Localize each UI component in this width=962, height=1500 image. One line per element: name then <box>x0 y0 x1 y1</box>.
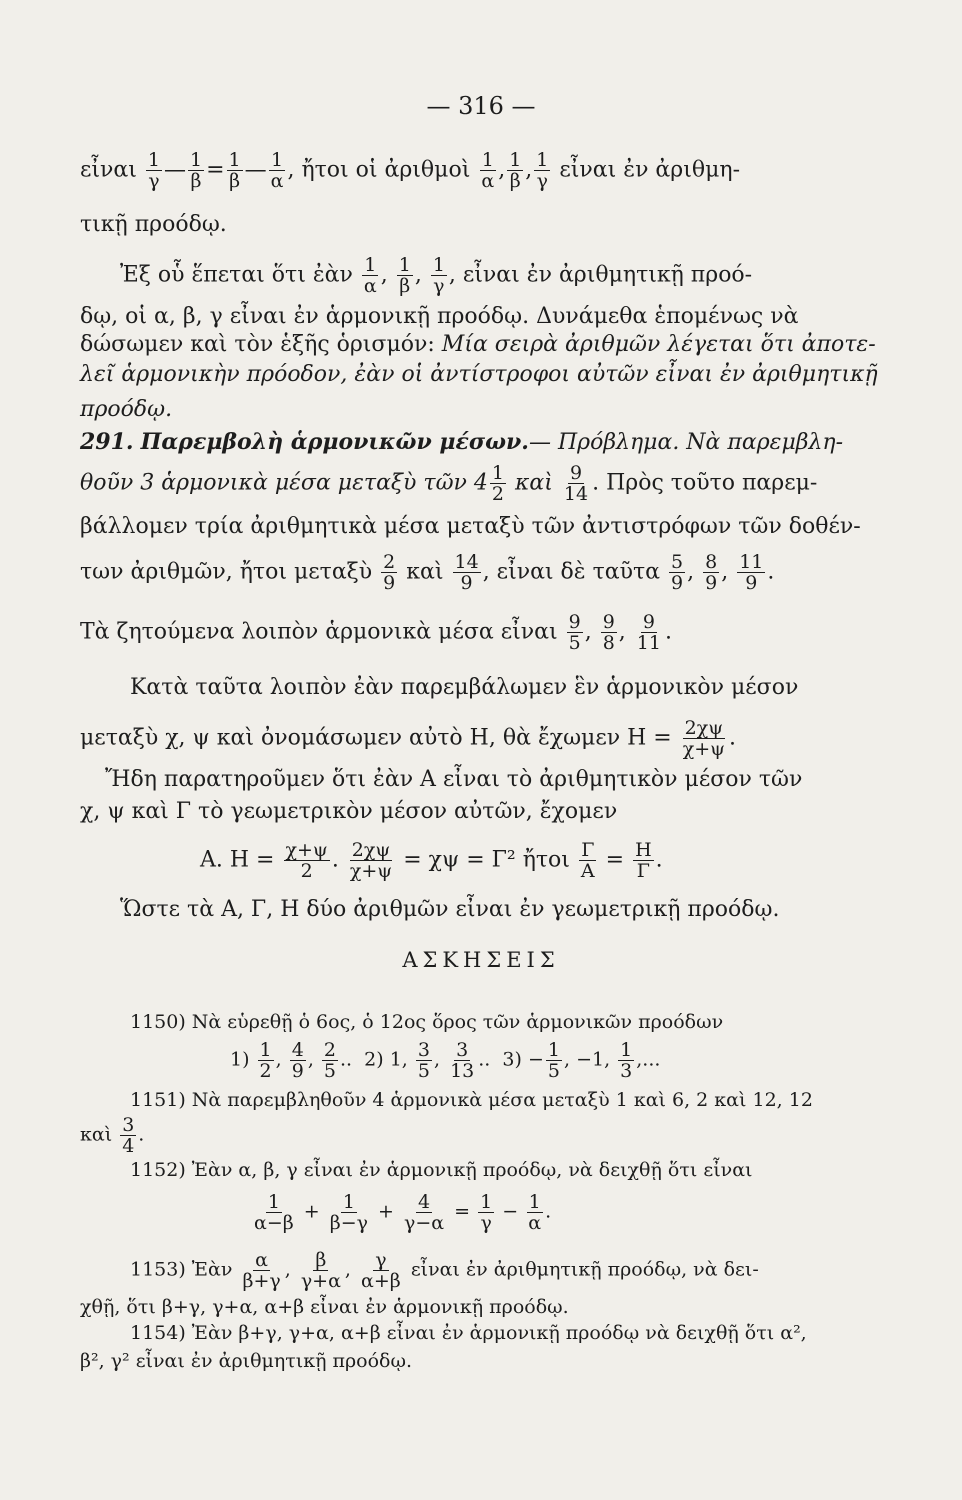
exercise-1150-parts: 1) $\frac{1}{2}$ , $\frac{4}{9}$ , $\frac{2}{5}$ .. 2) 1, $\frac{3}{5}$ , $\frac{3}{13}$ .. 3) − $\frac{1}{5}$ , −1, $\frac{1}{3}$ ,... <box>230 1039 661 1082</box>
text: καὶ <box>80 1123 113 1146</box>
text: δώσωμεν καὶ τὸν ἑξῆς ὁρισμόν: <box>80 332 435 357</box>
fraction: $\frac{9}{8}$ <box>602 611 615 654</box>
fraction: $\frac{2\chi\psi}{\chi+\psi}$ <box>682 717 726 760</box>
fraction: $\frac{8}{9}$ <box>705 551 718 594</box>
exercise-1151-end: καὶ $\frac{3}{4}$ . <box>80 1114 145 1157</box>
text: καὶ <box>515 470 553 496</box>
text: θοῦν 3 ἁρμονικὰ μέσα μεταξὺ τῶν 4 <box>80 470 488 496</box>
fraction: $\frac{1}{\alpha}$ <box>270 149 284 192</box>
fraction: $\frac{1}{5}$ <box>547 1039 560 1082</box>
text: Τὰ ζητούμενα λοιπὸν ἁρμονικὰ μέσα εἶναι <box>80 619 558 645</box>
fraction: $\frac{9}{5}$ <box>568 611 581 654</box>
fraction: $\frac{2\chi\psi}{\chi+\psi}$ <box>349 839 393 882</box>
text: — Πρόβλημα. Νὰ παρεμβλη- <box>528 430 844 455</box>
fraction: $\frac{1}{\gamma}$ <box>432 254 445 297</box>
fraction: $\frac{\Gamma}{A}$ <box>580 839 595 882</box>
fraction: $\frac{9}{11}$ <box>636 611 661 654</box>
fraction: $\frac{1}{\beta}$ <box>189 149 203 192</box>
fraction: $\frac{1}{\gamma}$ <box>147 149 160 192</box>
exercise-1151: 1151) Νὰ παρεμβληθοῦν 4 ἁρμονικὰ μέσα μεταξὺ 1 καὶ 6, 2 καὶ 12, 12 <box>130 1089 813 1111</box>
exercise-1153: 1153) Ἐὰν $\frac{\alpha}{\beta+\gamma}$ , $\frac{\beta}{\gamma+\alpha}$ , $\frac{\gamma}{\alpha+\beta}$ εἶναι ἐν ἀριθμητικῇ προόδῳ, νὰ δει- <box>130 1249 759 1292</box>
text: , εἶναι δὲ ταῦτα <box>482 559 661 585</box>
text: εἶναι <box>80 157 137 183</box>
fraction: $\frac{11}{9}$ <box>739 551 764 594</box>
fraction: $\frac{3}{13}$ <box>450 1039 475 1082</box>
fraction: $\frac{1}{\beta}$ <box>398 254 411 297</box>
fraction: $\frac{3}{4}$ <box>122 1114 135 1157</box>
exercise-1150: 1150) Νὰ εὑρεθῇ ὁ 6ος, ὁ 12ος ὅρος τῶν ἁρμονικῶν προόδων <box>130 1011 724 1033</box>
fraction: $\frac{4}{\gamma-\alpha}$ <box>404 1191 445 1234</box>
fraction: $\frac{H}{\Gamma}$ <box>635 839 652 882</box>
fraction: $\frac{1}{\alpha}$ <box>481 149 495 192</box>
fraction: $\frac{3}{5}$ <box>417 1039 430 1082</box>
text-line-3: Ἐξ οὗ ἕπεται ὅτι ἐὰν $\frac{1}{\alpha}$ , $\frac{1}{\beta}$ , $\frac{1}{\gamma}$ , εἶναι ἐν ἀριθμητικῇ προό- <box>120 254 753 297</box>
fraction: $\frac{1}{\beta}$ <box>228 149 241 192</box>
text-line-16: χ, ψ καὶ Γ τὸ γεωμετρικὸν μέσον αὐτῶν, ἔχομεν <box>80 799 618 824</box>
fraction: $\frac{1}{3}$ <box>620 1039 633 1082</box>
text-line-9 <box>80 463 880 504</box>
fraction: $\frac{\beta}{\gamma+\alpha}$ <box>300 1249 341 1292</box>
text-line-12: Τὰ ζητούμενα λοιπὸν ἁρμονικὰ μέσα εἶναι $\frac{9}{5}$ , $\frac{9}{8}$ , $\frac{9}{11}$ . <box>80 611 672 654</box>
text: , ἤτοι οἱ ἀριθμοὶ <box>287 157 471 183</box>
text: = χψ = Γ² ἤτοι <box>403 847 570 873</box>
page-number: — 316 — <box>426 92 536 120</box>
text: Ἐξ οὗ ἕπεται ὅτι ἐὰν <box>120 262 353 288</box>
exercises-heading: ΑΣΚΗΣΕΙΣ <box>402 948 560 972</box>
text-line-2: τικῇ προόδῳ. <box>80 212 227 237</box>
fraction: $\frac{2}{5}$ <box>323 1039 337 1082</box>
exercise-1153-end: χθῇ, ὅτι β+γ, γ+α, α+β εἶναι ἐν ἁρμονικῇ προόδῳ. <box>80 1296 569 1318</box>
fraction: $\frac{\gamma}{\alpha+\beta}$ <box>361 1249 401 1292</box>
fraction: $\frac{1}{\beta}$ <box>509 149 522 192</box>
text: Α. Η = <box>200 847 275 873</box>
text-line-5 <box>80 330 880 360</box>
exercise-1152: 1152) Ἐὰν α, β, γ εἶναι ἐν ἁρμονικῇ προόδῳ, νὰ δειχθῇ ὅτι εἶναι <box>130 1159 753 1181</box>
text: . Πρὸς τοῦτο παρεμ- <box>592 470 818 496</box>
fraction: $\frac{1}{\alpha}$ <box>528 1191 542 1234</box>
fraction: $\frac{1}{2}$ <box>491 462 504 505</box>
text-line-10: βάλλομεν τρία ἀριθμητικὰ μέσα μεταξὺ τῶν ἀντιστρόφων τῶν δοθέν- <box>80 514 861 539</box>
fraction: $\frac{1}{\beta-\gamma}$ <box>329 1191 369 1234</box>
exercise-1152-equation: $\frac{1}{\alpha-\beta}$ + $\frac{1}{\beta-\gamma}$ + $\frac{4}{\gamma-\alpha}$ = $\frac{1}{\gamma}$ − $\frac{1}{\alpha}$ . <box>254 1191 552 1234</box>
fraction: $\frac{4}{9}$ <box>291 1039 304 1082</box>
fraction: $\frac{1}{\gamma}$ <box>536 149 549 192</box>
fraction: $\frac{\alpha}{\beta+\gamma}$ <box>242 1249 281 1292</box>
text: 1153) Ἐὰν <box>130 1258 233 1281</box>
section-number: 291. <box>80 429 134 455</box>
text: των ἀριθμῶν, ἤτοι μεταξὺ <box>80 559 373 585</box>
text-line-1: εἶναι $\frac{1}{\gamma}$ — $\frac{1}{\beta}$ = $\frac{1}{\beta}$ — $\frac{1}{\alpha}$ , ἤτοι οἱ ἀριθμοὶ $\frac{1}{\alpha}$ , $\frac{1}{\beta}$ , $\frac{1}{\gamma}$ εἶναι ἐν ἀριθμη- <box>80 149 741 192</box>
text: = <box>206 157 225 183</box>
text-line-13: Κατὰ ταῦτα λοιπὸν ἐὰν παρεμβάλωμεν ἓν ἁρμονικὸν μέσον <box>130 675 799 700</box>
text: εἶναι ἐν ἀριθμη- <box>559 157 741 183</box>
text: μεταξὺ χ, ψ καὶ ὀνομάσωμεν αὐτὸ Η, θὰ ἔχωμεν Η = <box>80 725 672 751</box>
equation-line: Α. Η = $\frac{\chi+\psi}{2}$ . $\frac{2\chi\psi}{\chi+\psi}$ = χψ = Γ² ἤτοι $\frac{\Gamma}{A}$ = $\frac{H}{\Gamma}$ . <box>200 839 663 882</box>
text: , εἶναι ἐν ἀριθμητικῇ προό- <box>448 262 753 288</box>
text-line-15: Ἤδη παρατηροῦμεν ὅτι ἐὰν Α εἶναι τὸ ἀριθμητικὸν μέσον τῶν <box>105 767 803 792</box>
text-line-14: μεταξὺ χ, ψ καὶ ὀνομάσωμεν αὐτὸ Η, θὰ ἔχωμεν Η = $\frac{2\chi\psi}{\chi+\psi}$ . <box>80 717 737 760</box>
fraction: $\frac{1}{\alpha-\beta}$ <box>254 1191 294 1234</box>
fraction: $\frac{1}{\alpha}$ <box>363 254 377 297</box>
exercise-1154: 1154) Ἐὰν β+γ, γ+α, α+β εἶναι ἐν ἁρμονικῇ προόδῳ νὰ δειχθῇ ὅτι α², <box>130 1322 807 1344</box>
definition-text: Μία σειρὰ ἀριθμῶν λέγεται ὅτι ἀποτε- <box>441 332 876 357</box>
fraction: $\frac{1}{2}$ <box>259 1039 272 1082</box>
text-line-6: λεῖ ἁρμονικὴν πρόοδον, ἐὰν οἱ ἀντίστροφοι αὐτῶν εἶναι ἐν ἀριθμητικῇ <box>80 362 878 387</box>
text-line-18: Ὥστε τὰ Α, Γ, Η δύο ἀριθμῶν εἶναι ἐν γεωμετρικῇ προόδῳ. <box>120 897 780 922</box>
fraction: $\frac{\chi+\psi}{2}$ <box>285 839 328 882</box>
fraction: $\frac{5}{9}$ <box>671 551 684 594</box>
fraction: $\frac{14}{9}$ <box>454 551 479 594</box>
section-title: Παρεμβολὴ ἁρμονικῶν μέσων. <box>140 429 529 455</box>
text: εἶναι ἐν ἀριθμητικῇ προόδῳ, νὰ δει- <box>410 1258 759 1281</box>
text-line-4: δῳ, οἱ α, β, γ εἶναι ἐν ἁρμονικῇ προόδῳ. Δυνάμεθα ἑπομένως νὰ <box>80 304 799 329</box>
text-line-11: των ἀριθμῶν, ἤτοι μεταξὺ $\frac{2}{9}$ καὶ $\frac{14}{9}$ , εἶναι δὲ ταῦτα $\frac{5}{9}$ , $\frac{8}{9}$ , $\frac{11}{9}$ . <box>80 551 775 594</box>
fraction: $\frac{1}{\gamma}$ <box>480 1191 493 1234</box>
text-line-7: προόδῳ. <box>80 397 173 422</box>
text: καὶ <box>406 559 444 585</box>
exercise-1154-end: β², γ² εἶναι ἐν ἀριθμητικῇ προόδῳ. <box>80 1350 413 1372</box>
section-heading-291 <box>80 427 880 458</box>
fraction: $\frac{2}{9}$ <box>383 551 396 594</box>
fraction: $\frac{9}{14}$ <box>563 462 589 505</box>
